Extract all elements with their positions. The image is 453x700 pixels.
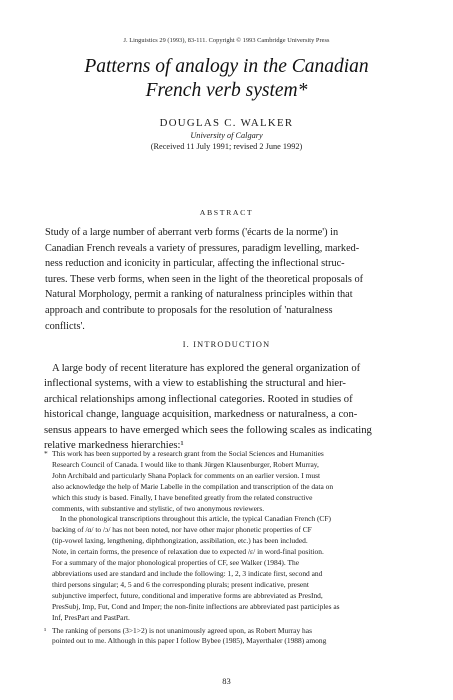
article-title-line-2: French verb system* bbox=[145, 80, 308, 101]
footnote-line: comments, with substantive and stylistic, of two anonymous reviewers. bbox=[52, 503, 265, 513]
footnote-line: Research Council of Canada. I would like to thank Jürgen Klausenburger, Robert Murray, bbox=[52, 459, 319, 469]
abstract-line: approach and contribute to proposals for the resolution of 'naturalness bbox=[45, 304, 333, 316]
abstract-line: conflicts'. bbox=[45, 320, 85, 332]
received-dates: (Received 11 July 1991; revised 2 June 1992) bbox=[150, 142, 303, 151]
copyright-line: J. Linguistics 29 (1993), 83-111. Copyright © 1993 Cambridge University Press bbox=[123, 37, 330, 44]
abstract-line: Natural Morphology, permit a ranking of naturalness principles within that bbox=[45, 289, 353, 301]
footnote-line: also acknowledge the help of Marie Labelle in the compilation and transcription of the data on bbox=[52, 481, 334, 491]
footnote-line: In the phonological transcriptions throughout this article, the typical Canadian French (CF) bbox=[60, 514, 331, 524]
intro-line: relative markedness hierarchies:¹ bbox=[44, 440, 184, 452]
footnote-line: (tip-vowel laxing, lengthening, diphthongization, assibilation, etc.) has been included. bbox=[52, 536, 308, 546]
footnote-line: abbreviations used are standard and include the following: 1, 2, 3 indicate first, second and bbox=[52, 568, 323, 578]
abstract-line: ness reduction and iconicity in particular, affecting the inflectional struc- bbox=[45, 258, 345, 270]
footnote-marker: * bbox=[44, 449, 48, 458]
intro-line: inflectional systems, with a view to establishing the structural and hier- bbox=[44, 378, 346, 390]
intro-line: sensus appears to have emerged which sees the following scales as indicating bbox=[44, 424, 372, 436]
footnote-line: John Archibald and particularly Shana Poplack for comments on an earlier version. I must bbox=[52, 470, 321, 480]
abstract-body bbox=[45, 225, 408, 334]
footnotes bbox=[44, 449, 412, 647]
page-number: 83 bbox=[222, 676, 231, 686]
author-affiliation: University of Calgary bbox=[190, 131, 263, 140]
footnote-marker: ¹ bbox=[44, 625, 47, 635]
introduction-paragraph bbox=[44, 361, 412, 453]
footnote-line: The ranking of persons (3>1>2) is not unanimously agreed upon, as Robert Murray has bbox=[52, 625, 312, 635]
abstract-heading: ABSTRACT bbox=[199, 208, 254, 217]
footnote-2 bbox=[44, 626, 412, 648]
abstract-line: Canadian French reveals a variety of pressures, paradigm levelling, marked- bbox=[45, 242, 360, 254]
author-name: DOUGLAS C. WALKER bbox=[159, 117, 294, 129]
footnote-line: PresSubj, Imp, Fut, Cond and Imper; the non-finite inflections are abbreviated past participles as bbox=[52, 601, 340, 611]
footnote-line: Inf, PresPart and PastPart. bbox=[52, 612, 130, 622]
intro-line: A large body of recent literature has explored the general organization of bbox=[52, 363, 361, 374]
intro-line: historical change, language acquisition, markedness or naturalness, a con- bbox=[44, 409, 358, 421]
footnote-line: Note, in certain forms, the presence of relaxation due to expected /ɛ/ in word-final position. bbox=[52, 547, 324, 557]
abstract-line: Study of a large number of aberrant verb forms ('écarts de la norme') in bbox=[45, 227, 339, 238]
footnote-1 bbox=[44, 449, 412, 624]
footnote-line: This work has been supported by a research grant from the Social Sciences and Humanities bbox=[52, 449, 324, 458]
footnote-line: For a summary of the major phonological properties of CF, see Walker (1984). The bbox=[52, 558, 300, 568]
footnote-line: third persons singular; 4, 5 and 6 the corresponding plurals; present indicative, present bbox=[52, 579, 309, 589]
abstract-line: tures. These verb forms, when seen in the light of the theoretical proposals of bbox=[45, 273, 364, 285]
footnote-line: subjunctive imperfect, future, conditional and imperative forms are abbreviated as PresInd, bbox=[52, 590, 323, 600]
footnote-line: which this study is based. Finally, I have benefited greatly from the related constructive bbox=[52, 492, 313, 502]
section-heading: I. INTRODUCTION bbox=[182, 340, 271, 349]
intro-line: archical relationships among inflectional categories. Rooted in studies of bbox=[44, 393, 353, 405]
footnote-line: pointed out to me. Although in this paper I follow Bybee (1985), Mayerthaler (1988) among bbox=[52, 636, 327, 646]
article-title-line-1: Patterns of analogy in the Canadian bbox=[84, 56, 369, 77]
footnote-line: backing of /ɑ/ to /ɔ/ has not been noted, nor have other major phonetic properties of CF bbox=[52, 525, 312, 535]
